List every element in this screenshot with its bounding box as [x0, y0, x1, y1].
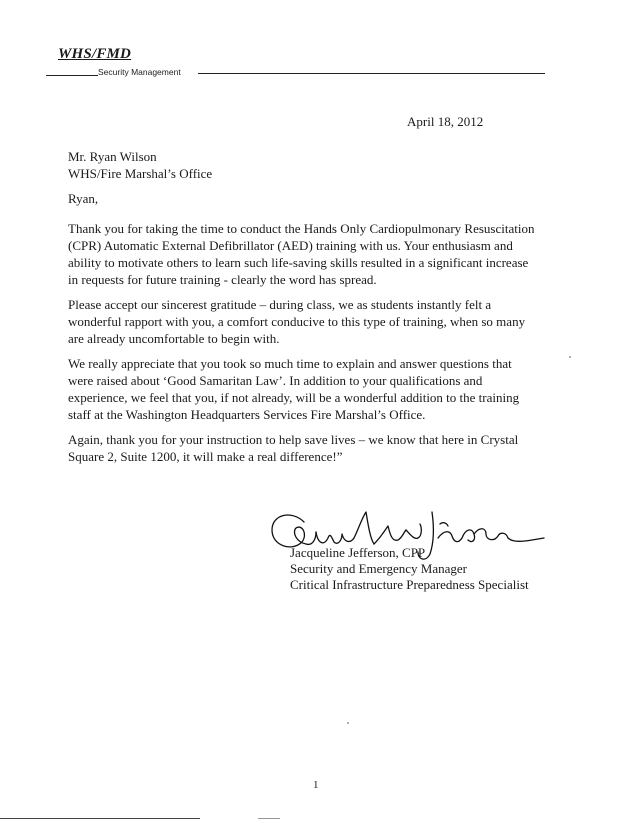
paragraph-1	[68, 220, 568, 288]
salutation: Ryan,	[68, 191, 99, 206]
paragraph-line: Thank you for taking the time to conduct the Hands Only Cardiopulmonary Resuscitation	[68, 221, 535, 236]
signatory-title-2: Critical Infrastructure Preparedness Specialist	[290, 577, 529, 592]
paragraph-line: Please accept our sincerest gratitude – during class, we as students instantly felt a	[68, 297, 492, 312]
recipient-name: Mr. Ryan Wilson	[68, 149, 157, 164]
scan-speck	[569, 356, 571, 358]
letterhead-rule-right	[198, 73, 545, 74]
paragraph-line: in requests for future training - clearly the word has spread.	[68, 272, 377, 287]
letterhead-org: WHS/FMD	[58, 46, 132, 62]
letter-date: April 18, 2012	[407, 114, 484, 129]
signature-block	[290, 545, 529, 593]
paragraph-line: ability to motivate others to learn such life-saving skills resulted in a significant increase	[68, 255, 529, 270]
page-number: 1	[313, 779, 319, 791]
paragraph-line: were raised about ‘Good Samaritan Law’. In addition to your qualifications and	[68, 373, 483, 388]
paragraph-4	[68, 431, 568, 465]
paragraph-line: staff at the Washington Headquarters Services Fire Marshal’s Office.	[68, 407, 426, 422]
paragraph-3	[68, 355, 568, 423]
scan-speck	[347, 722, 349, 724]
signatory-name: Jacqueline Jefferson, CPP	[290, 545, 426, 560]
footer-rule	[0, 818, 200, 819]
recipient-address	[68, 148, 212, 182]
paragraph-line: are already uncomfortable to begin with.	[68, 331, 280, 346]
paragraph-line: experience, we feel that you, if not already, will be a wonderful addition to the training	[68, 390, 520, 405]
signatory-title: Security and Emergency Manager	[290, 561, 467, 576]
paragraph-line: We really appreciate that you took so much time to explain and answer questions that	[68, 356, 512, 371]
paragraph-line: Again, thank you for your instruction to help save lives – we know that here in Crystal	[68, 432, 519, 447]
paragraph-2	[68, 296, 568, 347]
paragraph-line: Square 2, Suite 1200, it will make a real difference!”	[68, 449, 343, 464]
letterhead-rule-left	[46, 75, 98, 76]
recipient-office: WHS/Fire Marshal’s Office	[68, 166, 213, 181]
letterhead-department: Security Management	[98, 67, 181, 77]
paragraph-line: wonderful rapport with you, a comfort conducive to this type of training, when so many	[68, 314, 526, 329]
paragraph-line: (CPR) Automatic External Defibrillator (AED) training with us. Your enthusiasm and	[68, 238, 513, 253]
footer-rule-fragment	[258, 818, 280, 819]
